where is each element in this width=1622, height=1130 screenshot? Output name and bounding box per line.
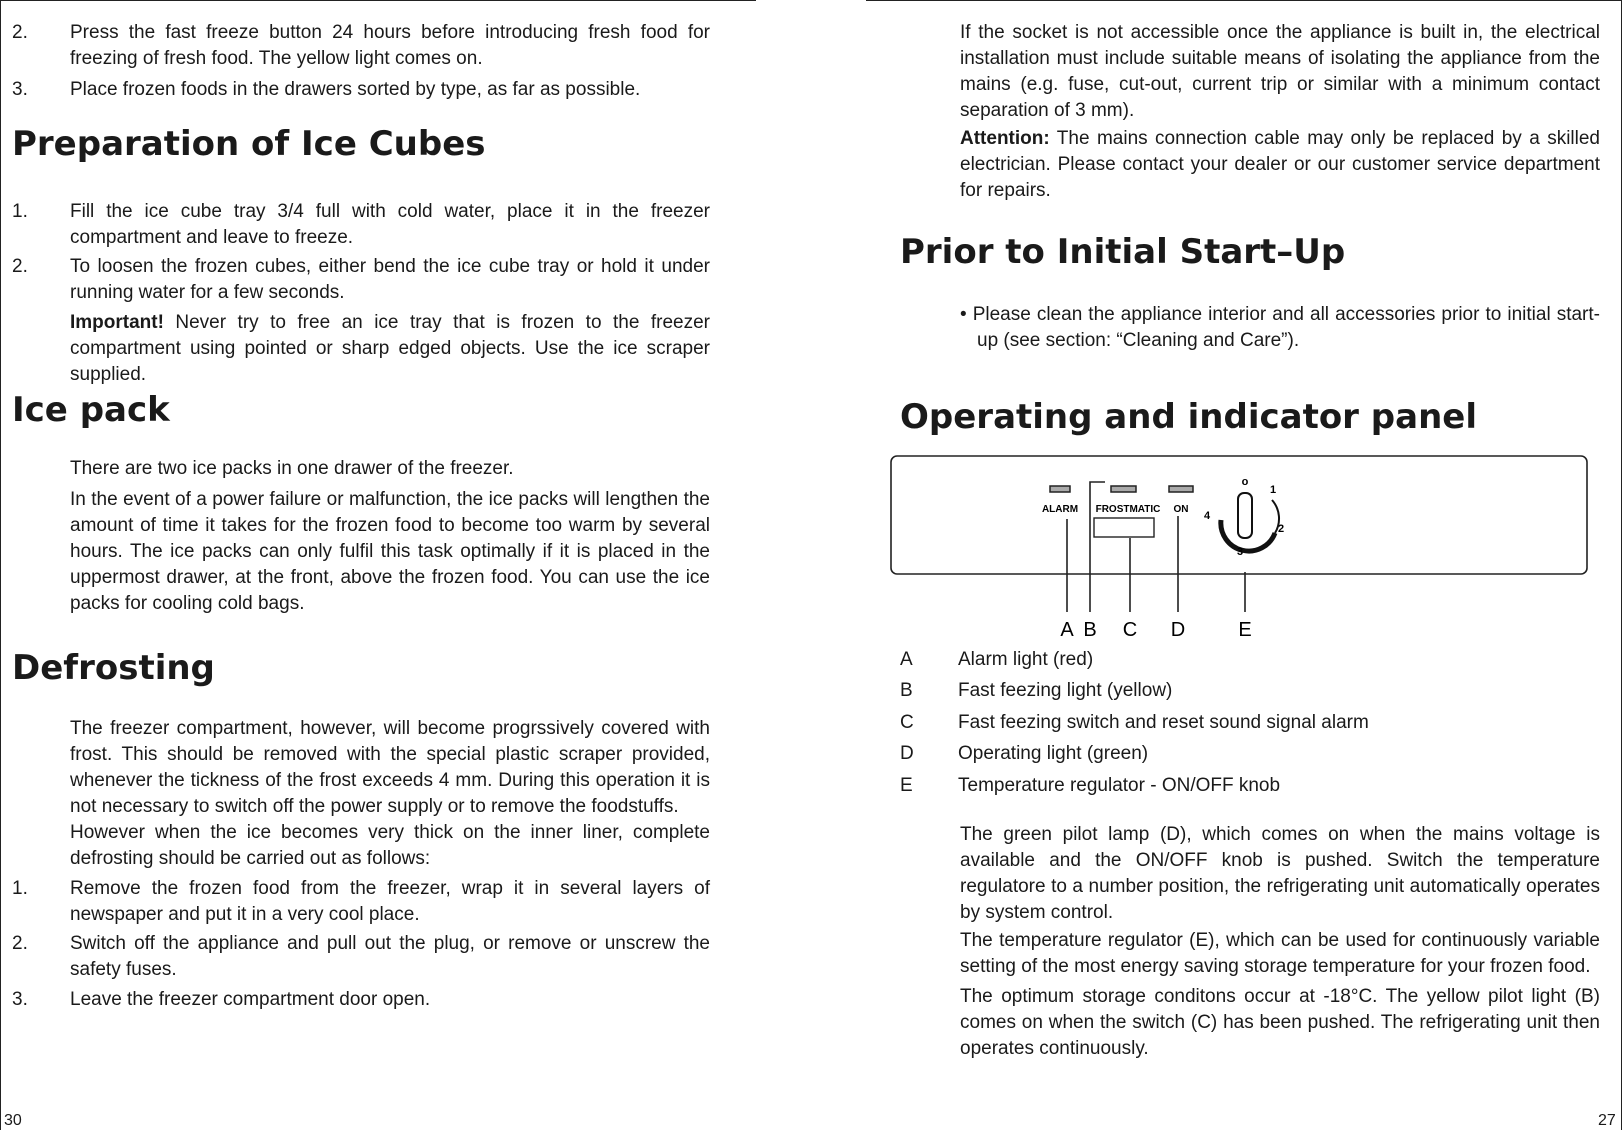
item-text: Leave the freezer compartment door open. [70, 989, 431, 1010]
item-number: 1. [12, 201, 28, 222]
page-number-left: 30 [4, 1112, 22, 1129]
list-item [12, 199, 710, 251]
heading-ice-pack: Ice pack [12, 390, 170, 430]
dial-label: 1 [1269, 484, 1277, 496]
important-text: Never try to free an ice tray that is frozen to the freezer compartment using pointed or sharp edged objects. Use the ice scraper supplied. [70, 312, 710, 385]
paragraph: The freezer compartment, however, will become progrssively covered with frost. This should be removed with the special plastic scraper provided, whenever the tickness of the frost exceeds 4 mm. During this operation it is not necessary to switch off the power supply or to remove the foodstuffs. [70, 718, 710, 817]
callout-d: D [1170, 619, 1186, 641]
dial-label: 4 [1203, 510, 1211, 522]
list-item [12, 77, 710, 103]
heading-defrosting: Defrosting [12, 648, 215, 688]
alarm-light [1050, 486, 1070, 492]
list-item [12, 931, 710, 983]
paragraph: In the event of a power failure or malfunction, the ice packs will lengthen the amount of time it takes for the frozen food to become too warm by several hours. The ice packs can only fulfil this task optimally if it is placed in the uppermost drawer, at the front, above the frozen food. You can use the ice packs for cooling cold bags. [70, 489, 710, 614]
item-number: 3. [12, 989, 28, 1010]
label-alarm: ALARM [1041, 504, 1079, 515]
page-number-right: 27 [1598, 1112, 1616, 1129]
heading-ice-cubes: Preparation of Ice Cubes [12, 124, 486, 164]
legend-letter: B [900, 680, 913, 701]
list-item [12, 254, 710, 306]
paragraph: The temperature regulator (E), which can be used for continuously variable setting of the most energy saving storage temperature for your frozen food. [960, 930, 1600, 977]
top-rule-right [866, 0, 1622, 1]
dial-label: o [1241, 476, 1249, 488]
legend-text: Fast feezing switch and reset sound signal alarm [958, 712, 1369, 733]
heading-panel: Operating and indicator panel [900, 397, 1477, 437]
item-text: Place frozen foods in the drawers sorted by type, as far as possible. [70, 79, 641, 100]
top-rule-left [0, 0, 756, 1]
dial-knob-icon [1238, 493, 1252, 538]
legend-text: Temperature regulator - ON/OFF knob [958, 775, 1281, 796]
label-on: ON [1173, 504, 1189, 515]
item-number: 3. [12, 79, 28, 100]
operating-light [1169, 486, 1193, 492]
paragraph: However when the ice becomes very thick on the inner liner, complete defrosting should be carried out as follows: [70, 822, 710, 869]
left-edge-rule [0, 0, 1, 1130]
legend-text: Fast feezing light (yellow) [958, 680, 1173, 701]
dial-label: 2 [1277, 523, 1285, 535]
callout-e: E [1238, 619, 1252, 641]
item-text: Switch off the appliance and pull out the plug, or remove or unscrew the safety fuses. [70, 933, 710, 980]
item-text: Remove the frozen food from the freezer, wrap it in several layers of newspaper and put it in a very cool place. [70, 878, 710, 925]
list-item [12, 20, 710, 72]
item-text: Fill the ice cube tray 3/4 full with cold water, place it in the freezer compartment and leave to freeze. [70, 201, 710, 248]
callout-b: B [1083, 619, 1097, 641]
dial-label: 3 [1236, 546, 1244, 558]
item-number: 2. [12, 933, 28, 954]
attention-label: Attention: [960, 128, 1050, 149]
legend-letter: C [900, 712, 914, 733]
item-text: Press the fast freeze button 24 hours before introducing fresh food for freezing of fresh food. The yellow light comes on. [70, 22, 710, 69]
item-number: 1. [12, 878, 28, 899]
legend-letter: E [900, 775, 913, 796]
legend-letter: A [900, 649, 913, 670]
item-number: 2. [12, 256, 28, 277]
socket-paragraph: If the socket is not accessible once the appliance is built in, the electrical installation must include suitable means of isolating the appliance from the mains (e.g. fuse, cut-out, current trip or similar with a minimum contact separation of 3 mm). [960, 22, 1600, 121]
callout-a: A [1060, 619, 1074, 641]
fast-freeze-light [1111, 486, 1136, 492]
label-frostmatic: FROSTMATIC [1095, 504, 1161, 515]
paragraph: There are two ice packs in one drawer of the freezer. [70, 458, 514, 479]
item-number: 2. [12, 22, 28, 43]
paragraph: The optimum storage conditons occur at -18°C. The yellow pilot light (B) comes on when the switch (C) has been pushed. The refrigerating unit then operates continuously. [960, 986, 1600, 1059]
list-item [12, 987, 710, 1013]
legend-text: Alarm light (red) [958, 649, 1094, 670]
heading-startup: Prior to Initial Start–Up [900, 232, 1346, 272]
startup-bullet: • Please clean the appliance interior and all accessories prior to initial start-up (see section: “Cleaning and Care”). [960, 304, 1600, 351]
attention-note [960, 126, 1600, 204]
legend-letter: D [900, 743, 914, 764]
callout-c: C [1122, 619, 1138, 641]
legend-text: Operating light (green) [958, 743, 1149, 764]
paragraph: The green pilot lamp (D), which comes on when the mains voltage is available and the ON/OFF knob is pushed. Switch the temperature regulatore to a number position, the refrigerating unit automatically operates by system control. [960, 824, 1600, 923]
attention-text: The mains connection cable may only be replaced by a skilled electrician. Please contact your dealer or our customer service department for repairs. [960, 128, 1600, 201]
item-text: To loosen the frozen cubes, either bend the ice cube tray or hold it under running water for a few seconds. [70, 256, 710, 303]
indicator-panel-diagram [890, 452, 1590, 642]
important-note [12, 310, 710, 388]
fast-freeze-switch [1094, 518, 1154, 537]
important-label: Important! [70, 312, 164, 333]
list-item [12, 876, 710, 928]
